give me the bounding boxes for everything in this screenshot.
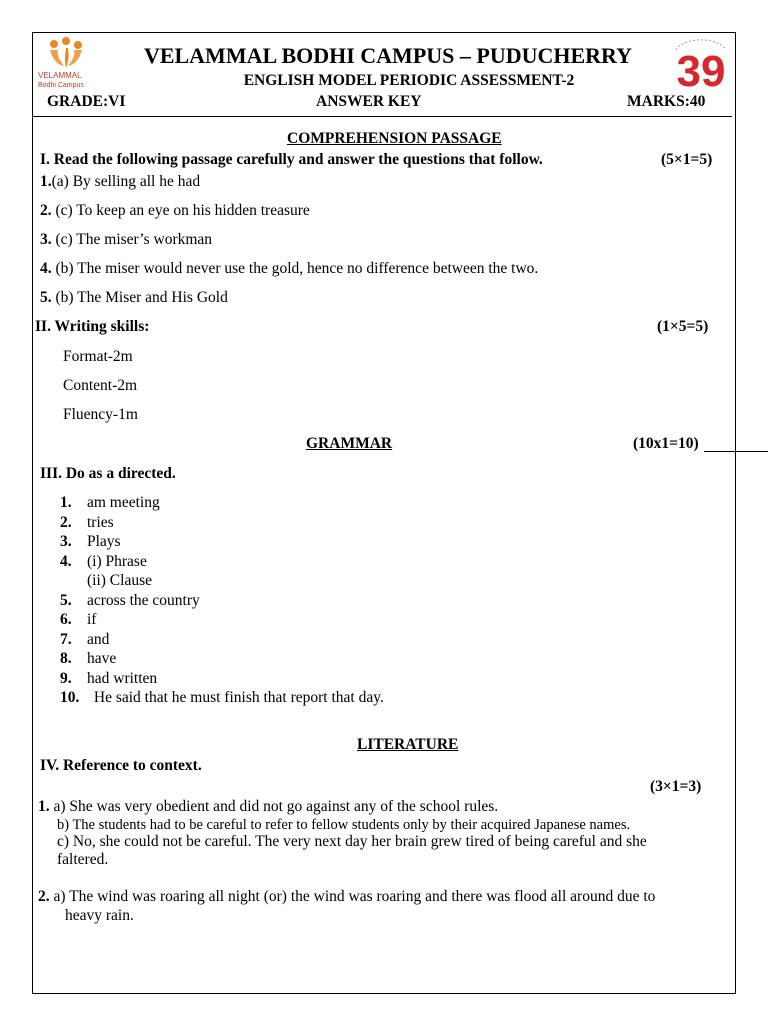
- list-item: 1. am meeting: [60, 494, 160, 511]
- marks-label: MARKS:40: [627, 93, 706, 110]
- literature-answer: heavy rain.: [65, 907, 134, 924]
- comprehension-answer: 1.(a) By selling all he had: [40, 173, 201, 190]
- list-item: 9. had written: [60, 669, 158, 687]
- comprehension-answer: 3. (c) The miser’s workman: [40, 231, 213, 248]
- literature-answer: faltered.: [57, 851, 109, 868]
- grammar-answer-list: [60, 493, 384, 708]
- svg-text:VELAMMAL: VELAMMAL: [38, 71, 82, 80]
- comprehension-answer: 4. (b) The miser would never use the gold, hence no difference between the two.: [40, 260, 539, 277]
- literature-answer: b) The students had to be careful to refer to fellow students only by their acquired Japanese names.: [57, 817, 631, 833]
- writing-marks: (1×5=5): [657, 318, 709, 335]
- comprehension-answer: 5. (b) The Miser and His Gold: [40, 289, 228, 306]
- grammar-instruction: III. Do as a directed.: [40, 465, 176, 482]
- comprehension-instruction: I. Read the following passage carefully and answer the questions that follow.: [40, 151, 543, 168]
- answer-key-label: ANSWER KEY: [316, 93, 422, 110]
- writing-item: Content-2m: [63, 377, 138, 394]
- writing-item: Fluency-1m: [63, 406, 138, 423]
- list-item: 8. have: [60, 650, 117, 667]
- svg-text:39: 39: [676, 47, 726, 92]
- list-item: 4. (i) Phrase: [60, 552, 147, 570]
- literature-answer: 2. a) The wind was roaring all night (or) the wind was roaring and there was flood all around due to: [38, 888, 656, 905]
- list-item: 6. if: [60, 611, 97, 628]
- svg-text:Bodhi Campus: Bodhi Campus: [38, 82, 84, 89]
- list-item: 3. Plays: [60, 533, 121, 550]
- grade-label: GRADE:VI: [47, 93, 126, 110]
- header-divider: [32, 116, 732, 117]
- writing-item: Format-2m: [63, 348, 133, 365]
- literature-instruction: IV. Reference to context.: [40, 757, 202, 774]
- comprehension-answer: 2. (c) To keep an eye on his hidden treasure: [40, 202, 310, 219]
- grammar-marks-rule: [704, 451, 768, 452]
- list-item: 7. and: [60, 630, 110, 648]
- list-item: 5. across the country: [60, 591, 200, 609]
- grammar-marks: (10x1=10): [633, 435, 699, 452]
- school-name: VELAMMAL BODHI CAMPUS – PUDUCHERRY: [143, 43, 633, 68]
- comprehension-title: COMPREHENSION PASSAGE: [287, 130, 502, 147]
- literature-marks: (3×1=3): [650, 778, 702, 795]
- literature-answer: c) No, she could not be careful. The very next day her brain grew tired of being careful and she: [57, 833, 647, 850]
- grammar-title: GRAMMAR: [306, 435, 393, 452]
- literature-title: LITERATURE: [357, 736, 459, 753]
- list-item: 2. tries: [60, 513, 114, 531]
- exam-title: ENGLISH MODEL PERIODIC ASSESSMENT-2: [243, 72, 575, 89]
- comprehension-marks: (5×1=5): [661, 151, 713, 168]
- list-item: (ii) Clause: [87, 572, 152, 589]
- writing-title: II. Writing skills:: [35, 318, 150, 335]
- literature-answer: 1. a) She was very obedient and did not go against any of the school rules.: [38, 798, 499, 815]
- list-item: 10. He said that he must finish that report that day.: [60, 689, 384, 706]
